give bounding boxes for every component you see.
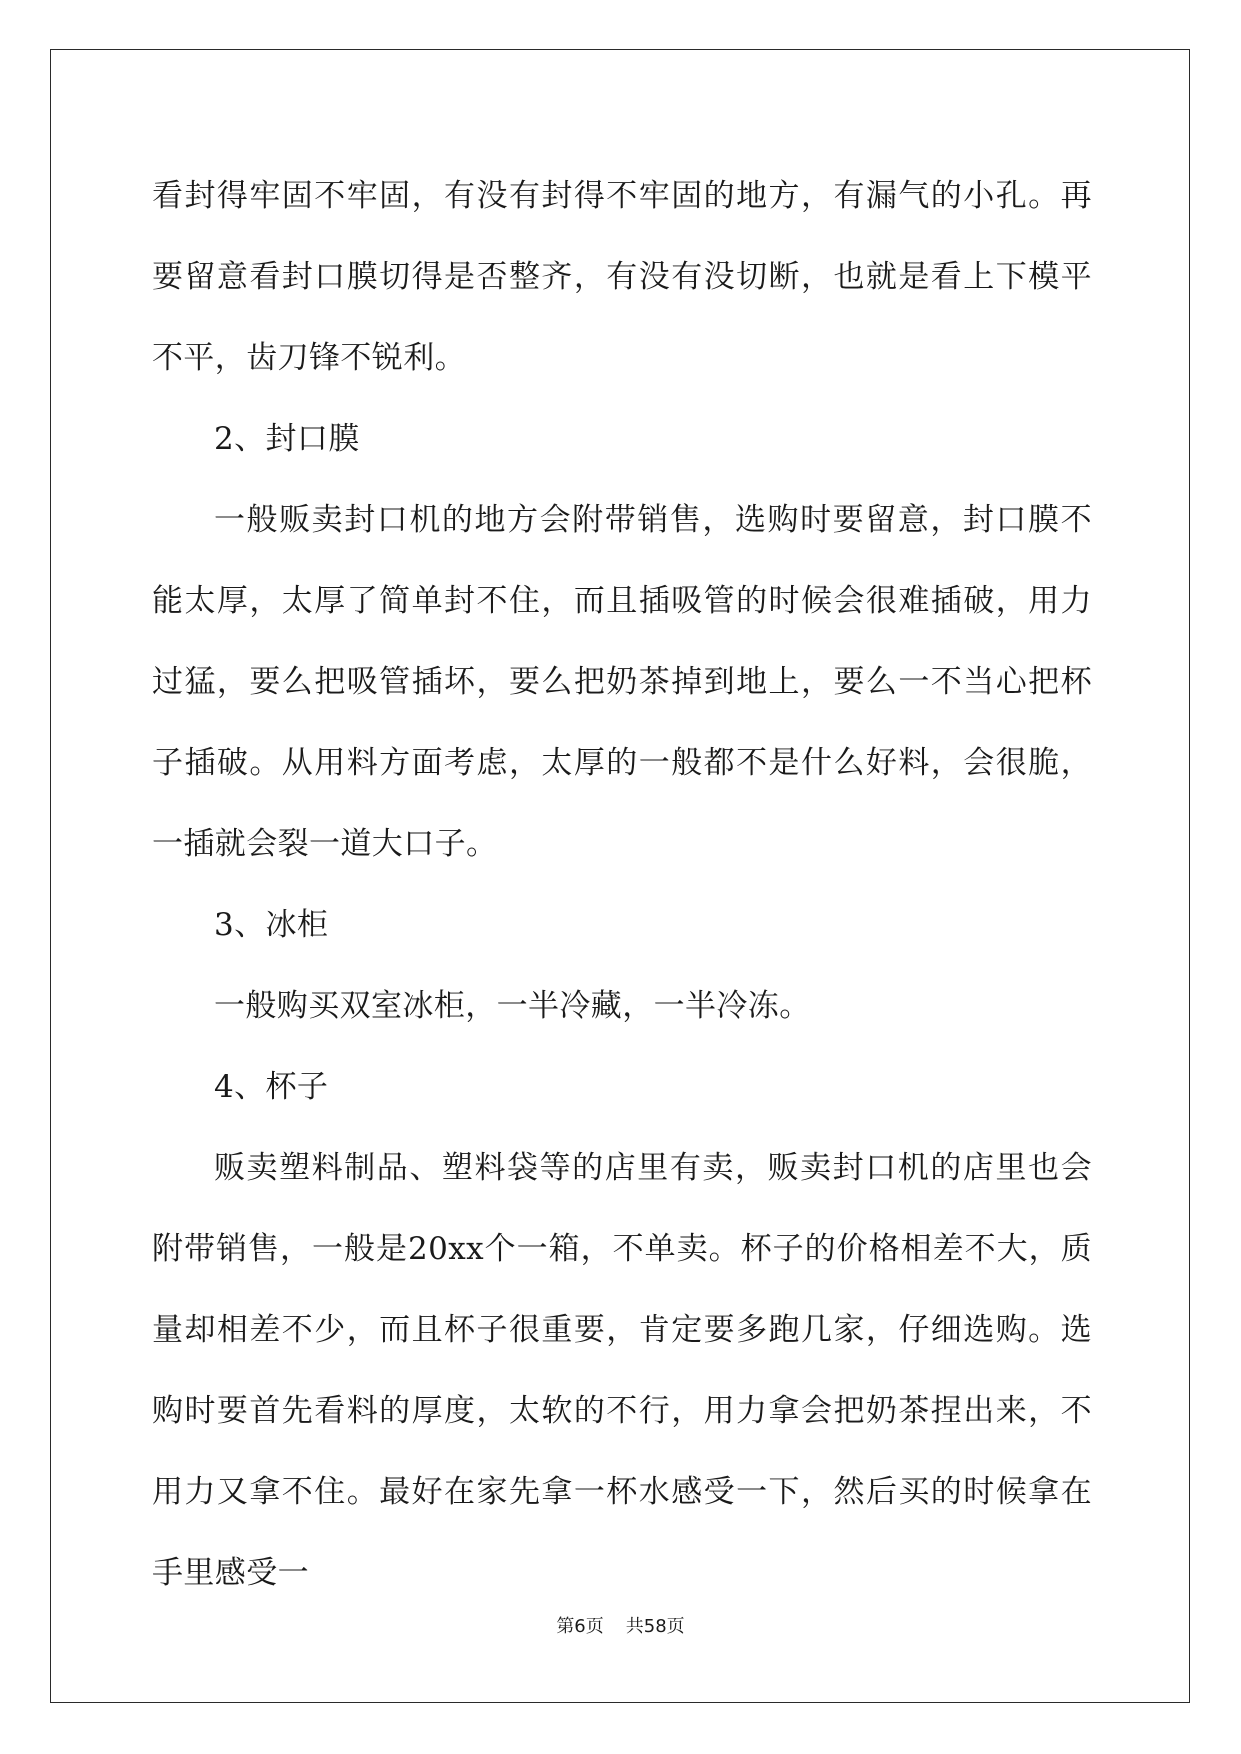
section-heading-seal-film: 2、封口膜: [214, 421, 360, 457]
page-number-current: 第6页: [556, 1616, 604, 1637]
document-body: [152, 156, 1092, 1614]
section-heading-cups: 4、杯子: [214, 1069, 329, 1105]
paragraph-freezer: 一般购买双室冰柜，一半冷藏，一半冷冻。: [214, 988, 811, 1024]
paragraph-1: 看封得牢固不牢固，有没有封得不牢固的地方，有漏气的小孔。再要留意看封口膜切得是否整齐，有没有没切断，也就是看上下模平不平，齿刀锋不锐利。: [152, 178, 1092, 376]
page-number-total: 共58页: [625, 1616, 685, 1637]
section-heading-freezer: 3、冰柜: [214, 907, 329, 943]
page-footer: [0, 1612, 1241, 1638]
paragraph-seal-film: 一般贩卖封口机的地方会附带销售，选购时要留意，封口膜不能太厚，太厚了简单封不住，而且插吸管的时候会很难插破，用力过猛，要么把吸管插坏，要么把奶茶掉到地上，要么一不当心把杯子插破。从用料方面考虑，太厚的一般都不是什么好料，会很脆，一插就会裂一道大口子。: [152, 502, 1092, 862]
paragraph-cups: 贩卖塑料制品、塑料袋等的店里有卖，贩卖封口机的店里也会附带销售，一般是20xx个一箱，不单卖。杯子的价格相差不大，质量却相差不少，而且杯子很重要，肯定要多跑几家，仔细选购。选购时要首先看料的厚度，太软的不行，用力拿会把奶茶捏出来，不用力又拿不住。最好在家先拿一杯水感受一下，然后买的时候拿在手里感受一: [152, 1150, 1092, 1591]
